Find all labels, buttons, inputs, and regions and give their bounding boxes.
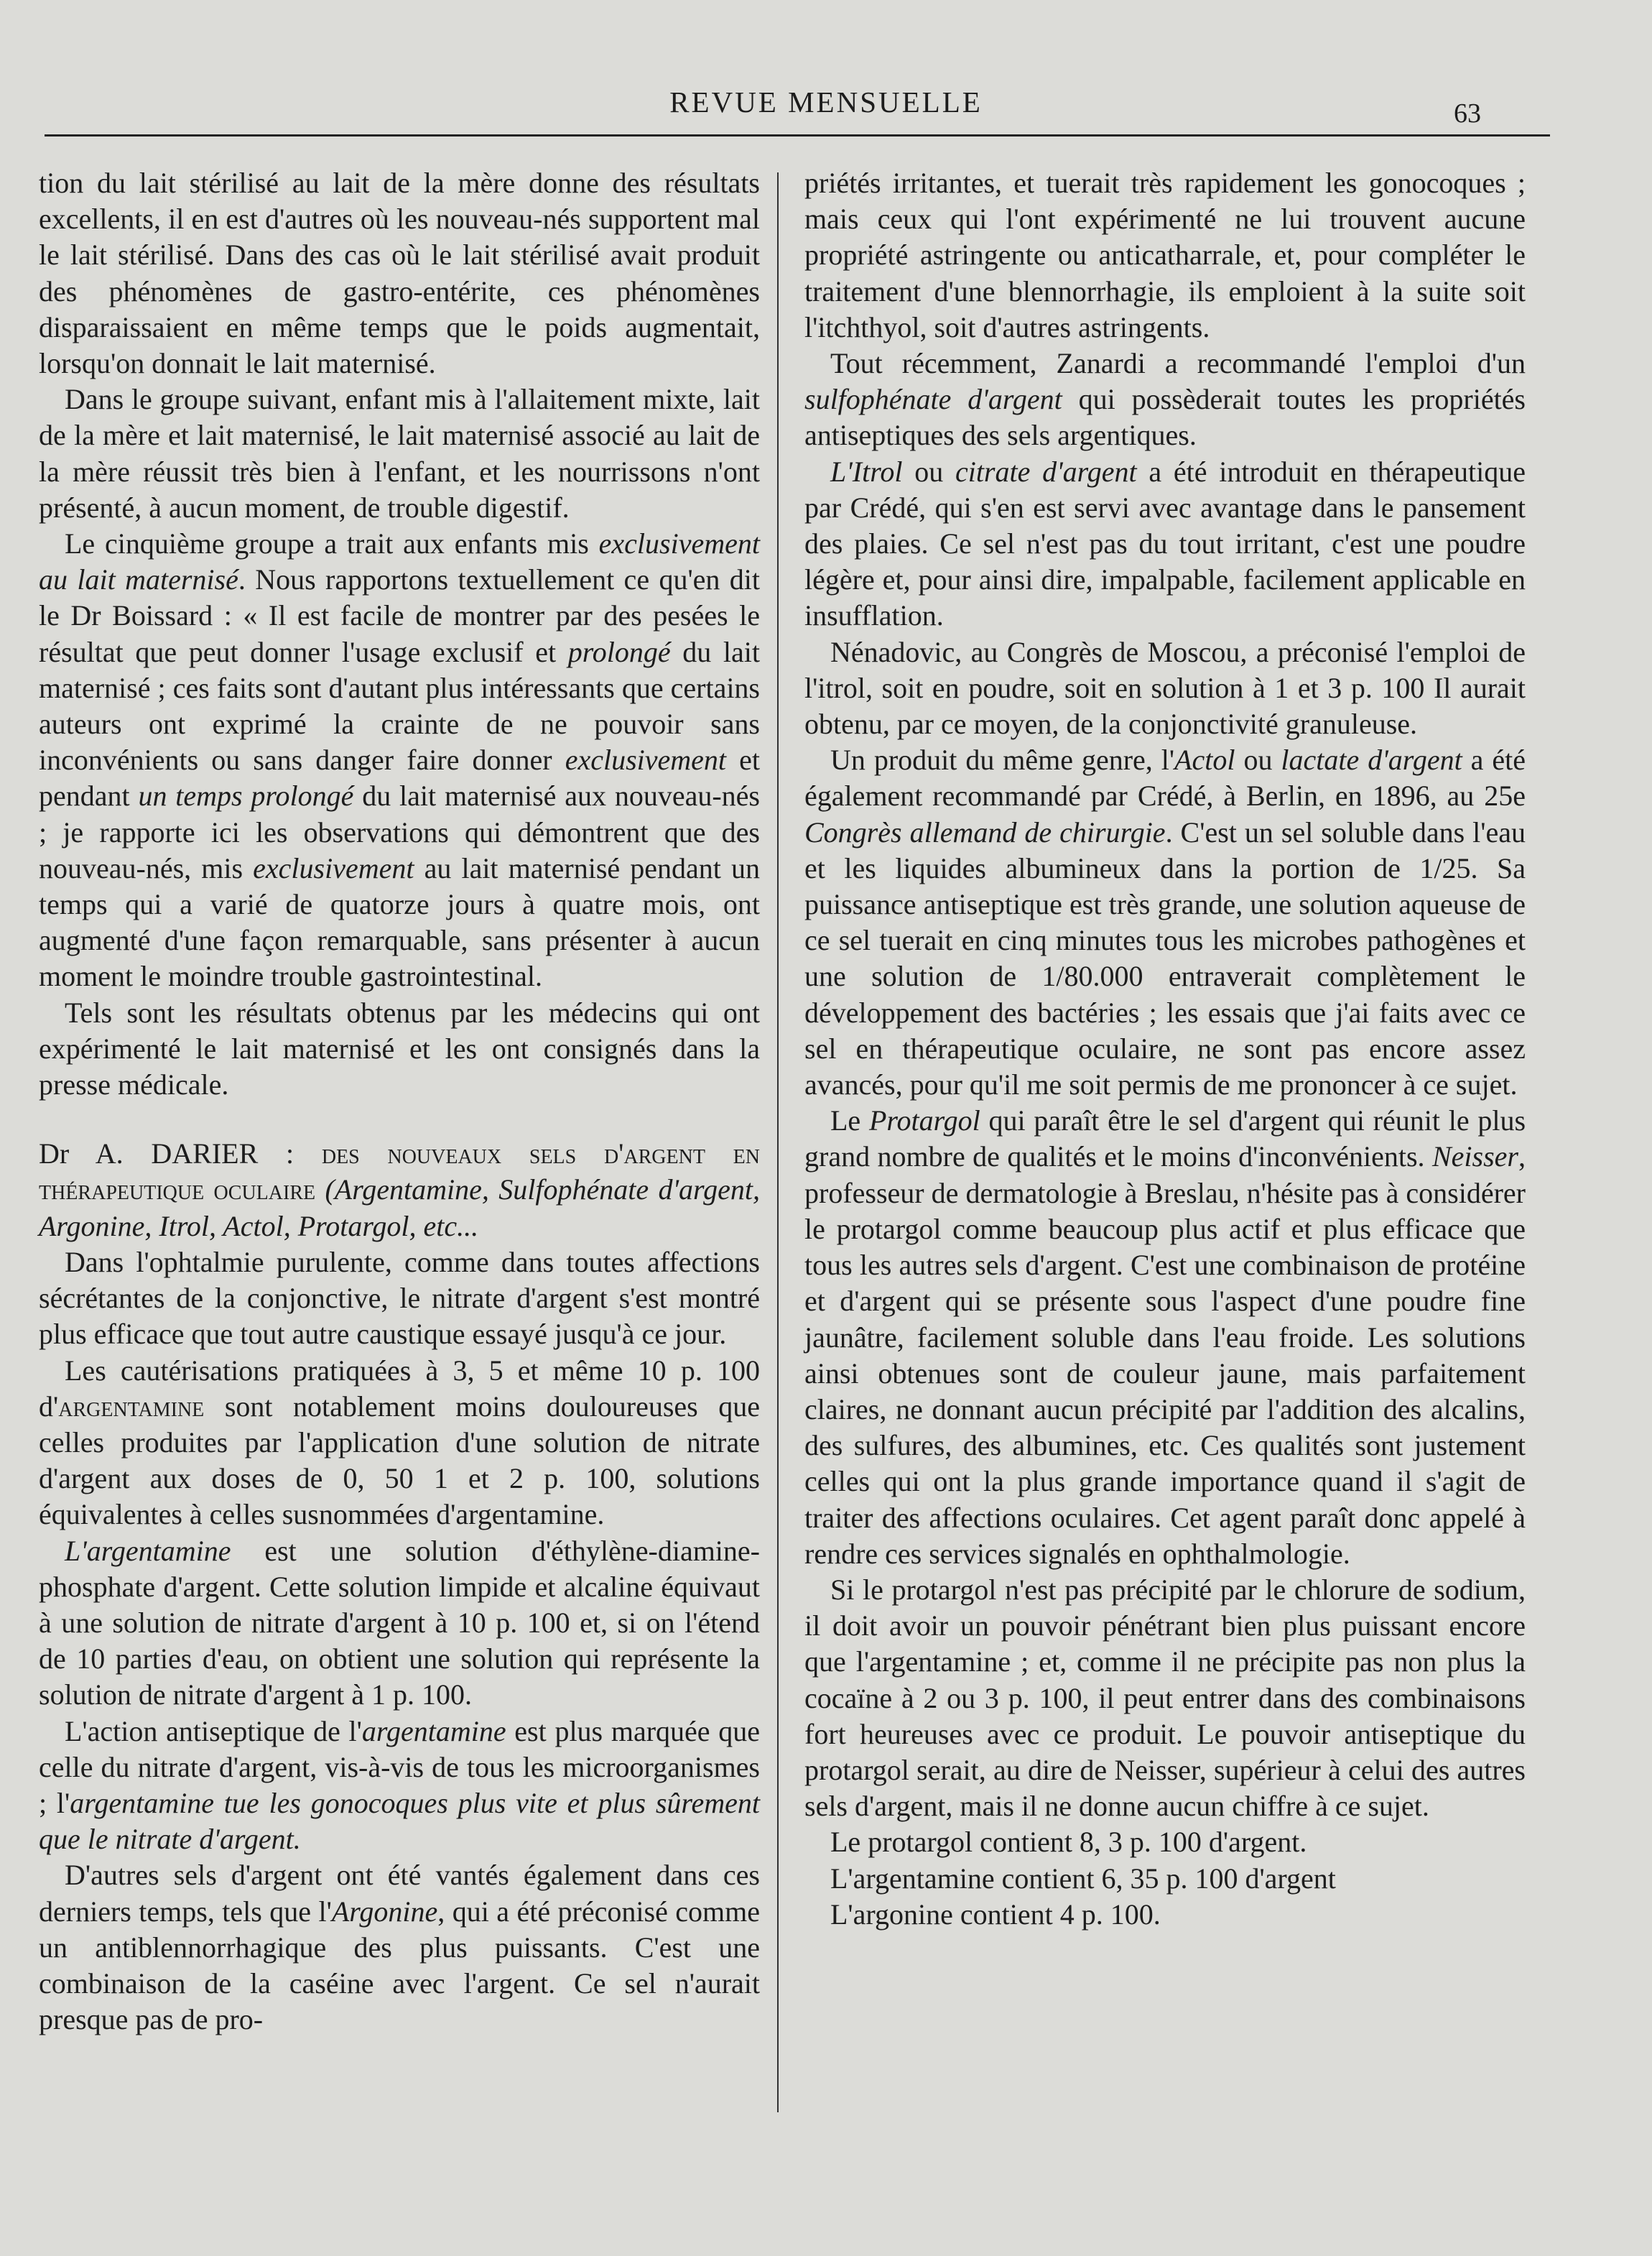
paragraph: Le cinquième groupe a trait aux enfants mis exclusivement au lait maternisé. Nous rapportons textuellement ce qu'en dit le Dr Boissard : « Il est facile de montrer par des pesées le résultat que peut donner l'usage exclusif et prolongé du lait maternisé ; ces faits sont d'autant plus intéressants que certains auteurs ont exprimé la crainte de ne pouvoir sans inconvénients ou sans danger faire donner exclusivement et pendant un temps prolongé du lait maternisé aux nouveau-nés ; je rapporte ici les observations qui démontrent que des nouveau-nés, mis exclusivement au lait maternisé pendant un temps qui a varié de quatorze jours à quatre mois, ont augmenté d'une façon remarquable, sans présenter à aucun moment le moindre trouble gastrointestinal. [39, 527, 761, 993]
paragraph: Les cautérisations pratiquées à 3, 5 et même 10 p. 100 d'argentamine sont notablement moins douloureuses que celles produites par l'application d'une solution de nitrate d'argent aux doses de 0, 50 1 et 2 p. 100, solutions équivalentes à celles susnommées d'argentamine. [39, 1354, 760, 1531]
list-item: Le protargol contient 8, 3 p. 100 d'argent. [830, 1826, 1307, 1859]
paragraph-continued: tion du lait stérilisé au lait de la mère donne des résultats excellents, il en est d'autres où les nouveau-nés supportent mal le lait stérilisé. Dans des cas où le lait stérilisé avait produit des phénomènes de gastro-entérite, ces phénomènes disparaissaient en même temps que le poids augmentait, lorsqu'on donnait le lait maternisé. [39, 167, 760, 380]
paragraph: Nénadovic, au Congrès de Moscou, a préconisé l'emploi de l'itrol, soit en poudre, soit en solution à 1 et 3 p. 100 Il aurait obtenu, par ce moyen, de la conjonctivité granuleuse. [804, 635, 1526, 741]
column-divider [777, 172, 779, 2112]
article-title: des nouveaux sels d'argent en thérapeutique oculaire [39, 1137, 760, 1206]
paragraph: Dans le groupe suivant, enfant mis à l'allaitement mixte, lait de la mère et lait maternisé, le lait maternisé associé au lait de la mère réussit très bien à l'enfant, et les nourrissons n'ont présenté, à aucun moment, de trouble digestif. [39, 383, 760, 524]
right-column [804, 165, 1526, 1933]
header-rule [45, 134, 1550, 137]
page-number: 63 [1454, 98, 1481, 129]
paragraph: L'action antiseptique de l'argentamine est plus marquée que celle du nitrate d'argent, vis-à-vis de tous les microorganismes ; l'argentamine tue les gonocoques plus vite et plus sûrement que le nitrate d'argent. [39, 1714, 761, 1856]
paragraph: Un produit du même genre, l'Actol ou lactate d'argent a été également recommandé par Crédé, à Berlin, en 1896, au 25e Congrès allemand de chirurgie. C'est un sel soluble dans l'eau et les liquides albumineux dans la portion de 1/25. Sa puissance antiseptique est très grande, une solution aqueuse de ce sel tuerait en cinq minutes tous les microbes pathogènes et une solution de 1/80.000 entraverait complètement le développement des bactéries ; les essais que j'ai faits avec ce sel en thérapeutique oculaire, ne sont pas encore assez avancés, pour qu'il me soit permis de me prononcer à ce sujet. [804, 744, 1526, 1101]
list-item: L'argentamine contient 6, 35 p. 100 d'argent [830, 1862, 1336, 1895]
paragraph: Si le protargol n'est pas précipité par le chlorure de sodium, il doit avoir un pouvoir pénétrant bien plus puissant encore que l'argentamine ; et, comme il ne précipite pas non plus la cocaïne à 2 ou 3 p. 100, il peut entrer dans des combinaisons fort heureuses avec ce produit. Le pouvoir antiseptique du protargol serait, au dire de Neisser, supérieur à celui des autres sels d'argent, mais il ne donne aucun chiffre à ce sujet. [804, 1573, 1526, 1823]
paragraph-continued: priétés irritantes, et tuerait très rapidement les gonocoques ; mais ceux qui l'ont expérimenté ne lui trouvent aucune propriété astringente ou anticatharrale, et, pour compléter le traitement d'une blennorrhagie, ils emploient à la suite soit l'itchthyol, soit d'autres astringents. [804, 167, 1526, 343]
paragraph: Tels sont les résultats obtenus par les médecins qui ont expérimenté le lait maternisé et les ont consignés dans la presse médicale. [39, 996, 760, 1101]
paragraph: L'argentamine est une solution d'éthylène-diamine-phosphate d'argent. Cette solution limpide et alcaline équivaut à une solution de nitrate d'argent à 10 p. 100 et, si on l'étend de 10 parties d'eau, on obtient une solution qui représente la solution de nitrate d'argent à 1 p. 100. [39, 1534, 760, 1711]
article-author: Dr A. DARIER : [39, 1137, 322, 1170]
paragraph: D'autres sels d'argent ont été vantés également dans ces derniers temps, tels que l'Argonine, qui a été préconisé comme un antiblennorrhagique des plus puissants. C'est une combinaison de la caséine avec l'argent. Ce sel n'aurait presque pas de pro- [39, 1859, 761, 2036]
running-header: REVUE MENSUELLE [669, 85, 983, 119]
article-heading [39, 1136, 760, 1244]
paragraph: Dans l'ophtalmie purulente, comme dans toutes affections sécrétantes de la conjonctive, le nitrate d'argent s'est montré plus efficace que tout autre caustique essayé jusqu'à ce jour. [39, 1245, 760, 1351]
paragraph: L'Itrol ou citrate d'argent a été introduit en thérapeutique par Crédé, qui s'en est servi avec avantage dans le pansement des plaies. Ce sel n'est pas du tout irritant, c'est une poudre légère et, pour ainsi dire, impalpable, facilement applicable en insufflation. [804, 455, 1526, 632]
list-item: L'argonine contient 4 p. 100. [830, 1897, 1161, 1931]
article-subtitle: (Argentamine, Sulfophénate d'argent, Argonine, Itrol, Actol, Protargol, etc... [39, 1173, 760, 1242]
paragraph: Tout récemment, Zanardi a recommandé l'emploi d'un sulfophénate d'argent qui possèderait toutes les propriétés antiseptiques des sels argentiques. [804, 347, 1526, 452]
left-column [39, 165, 760, 2038]
paragraph: Le Protargol qui paraît être le sel d'argent qui réunit le plus grand nombre de qualités et le moins d'inconvénients. Neisser, professeur de dermatologie à Breslau, n'hésite pas à considérer le protargol comme beaucoup plus actif et plus efficace que tous les autres sels d'argent. C'est une combinaison de protéine et d'argent qui se présente sous l'aspect d'une poudre fine jaunâtre, facilement soluble dans l'eau froide. Les solutions ainsi obtenues sont de couleur jaune, mais parfaitement claires, ne donnant aucun précipité par l'addition des alcalins, des sulfures, des albumines, etc. Ces qualités sont justement celles qui ont la plus grande importance quand il s'agit de traiter des affections oculaires. Cet agent paraît donc appelé à rendre ces services signalés en ophthalmologie. [804, 1104, 1526, 1570]
